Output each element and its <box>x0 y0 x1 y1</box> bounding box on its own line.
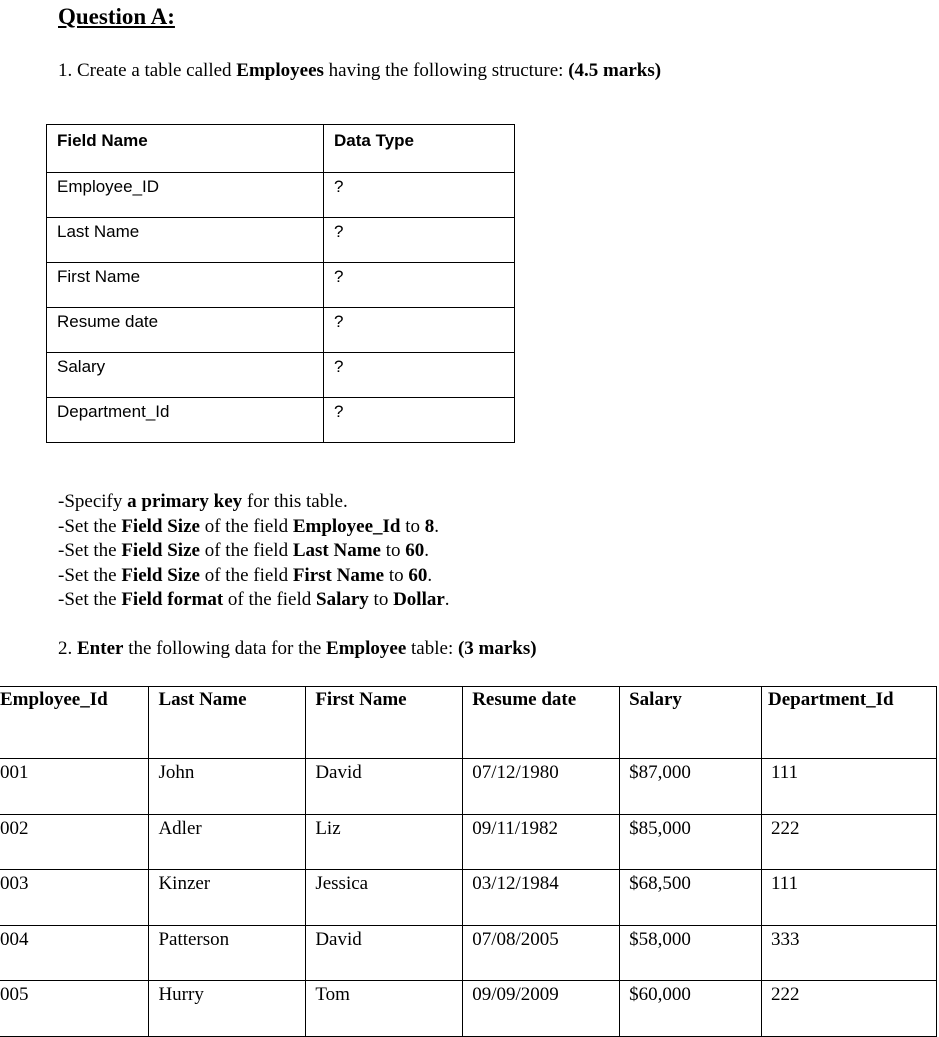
instructions-list <box>58 490 450 613</box>
instr-text: -Specify <box>58 491 128 512</box>
q2-post: table: <box>411 638 454 659</box>
q2-marks: (3 marks) <box>457 638 537 659</box>
field-name-cell: Resume date <box>47 308 324 353</box>
instr-bold: Field Size <box>121 515 200 537</box>
cell-department-id: 333 <box>762 925 937 981</box>
cell-salary: $60,000 <box>620 981 762 1037</box>
data-type-cell: ? <box>324 398 515 443</box>
table-row <box>0 814 937 870</box>
structure-row <box>47 308 515 353</box>
instr-text: -Set the <box>58 564 122 586</box>
cell-department-id: 222 <box>762 981 937 1037</box>
instr-text: to <box>380 540 406 562</box>
instr-bold: a primary key <box>127 491 243 512</box>
data-type-cell: ? <box>324 308 515 353</box>
header-employee-id: Employee_Id <box>0 687 149 759</box>
q1-number: 1. <box>58 60 73 81</box>
question-1-text <box>58 60 661 82</box>
cell-employee-id: 005 <box>0 981 149 1037</box>
instr-text: -Set the <box>58 589 122 611</box>
instruction-line <box>58 588 450 613</box>
structure-row <box>47 398 515 443</box>
instr-bold: 8 <box>424 515 435 537</box>
cell-employee-id: 001 <box>0 759 149 815</box>
cell-first-name: Jessica <box>306 870 463 926</box>
cell-employee-id: 003 <box>0 870 149 926</box>
instr-bold: Employee_Id <box>292 515 401 537</box>
structure-row <box>47 173 515 218</box>
question-title: Question A: <box>58 4 175 29</box>
cell-first-name: David <box>306 925 463 981</box>
cell-salary: $87,000 <box>620 759 762 815</box>
instruction-line <box>58 515 450 540</box>
instr-text: of the field <box>199 515 293 537</box>
field-name-cell: First Name <box>47 263 324 308</box>
instr-text: of the field <box>223 589 317 611</box>
instr-text: of the field <box>199 540 293 562</box>
cell-salary: $85,000 <box>620 814 762 870</box>
instr-text: -Set the <box>58 515 122 537</box>
q1-marks: (4.5 marks) <box>568 60 662 81</box>
data-table-header <box>0 687 937 759</box>
field-name-cell: Department_Id <box>47 398 324 443</box>
table-row <box>0 870 937 926</box>
q2-mid: the following data for the <box>128 638 322 659</box>
instruction-line <box>58 490 450 515</box>
instr-bold: Salary <box>316 589 369 611</box>
data-type-cell: ? <box>324 218 515 263</box>
instr-text: of the field <box>199 564 293 586</box>
field-name-cell: Last Name <box>47 218 324 263</box>
cell-department-id: 111 <box>762 759 937 815</box>
cell-first-name: Tom <box>306 981 463 1037</box>
cell-employee-id: 004 <box>0 925 149 981</box>
instr-text: -Set the <box>58 540 122 562</box>
data-type-cell: ? <box>324 173 515 218</box>
instr-text: . <box>427 564 433 586</box>
cell-department-id: 222 <box>762 814 937 870</box>
instr-bold: Field Size <box>121 540 200 562</box>
header-department-id: Department_Id <box>762 687 937 759</box>
q2-number: 2. <box>58 638 73 659</box>
instruction-line <box>58 539 450 564</box>
structure-row <box>47 218 515 263</box>
field-name-cell: Salary <box>47 353 324 398</box>
cell-last-name: John <box>149 759 306 815</box>
table-row <box>0 759 937 815</box>
instr-text: . <box>434 515 440 537</box>
employee-data-table <box>0 686 937 1037</box>
structure-table <box>46 124 515 443</box>
header-resume-date: Resume date <box>463 687 620 759</box>
cell-resume-date: 07/08/2005 <box>463 925 620 981</box>
instr-bold: 60 <box>408 564 428 586</box>
instr-bold: Last Name <box>292 540 381 562</box>
instr-text: to <box>368 589 394 611</box>
instr-bold: First Name <box>292 564 385 586</box>
instr-text: . <box>444 589 450 611</box>
cell-resume-date: 09/11/1982 <box>463 814 620 870</box>
instr-bold: Dollar <box>393 589 445 611</box>
cell-last-name: Patterson <box>149 925 306 981</box>
cell-employee-id: 002 <box>0 814 149 870</box>
q1-mid: having the following structure: <box>328 60 564 81</box>
data-type-cell: ? <box>324 353 515 398</box>
instr-text: for this table. <box>242 491 348 512</box>
q1-table-name: Employees <box>236 60 324 81</box>
table-row <box>0 981 937 1037</box>
cell-first-name: Liz <box>306 814 463 870</box>
q2-bold2: Employee <box>326 638 407 659</box>
q1-pre: Create a table called <box>77 60 232 81</box>
instr-bold: Field Size <box>121 564 200 586</box>
cell-salary: $68,500 <box>620 870 762 926</box>
header-last-name: Last Name <box>149 687 306 759</box>
cell-resume-date: 07/12/1980 <box>463 759 620 815</box>
cell-last-name: Kinzer <box>149 870 306 926</box>
cell-salary: $58,000 <box>620 925 762 981</box>
cell-resume-date: 09/09/2009 <box>463 981 620 1037</box>
field-name-cell: Employee_ID <box>47 173 324 218</box>
instruction-line <box>58 564 450 589</box>
instr-text: to <box>400 515 425 537</box>
data-type-cell: ? <box>324 263 515 308</box>
header-data-type: Data Type <box>324 125 515 173</box>
q2-bold1: Enter <box>77 638 124 659</box>
cell-resume-date: 03/12/1984 <box>463 870 620 926</box>
structure-table-header <box>47 125 515 173</box>
header-first-name: First Name <box>306 687 463 759</box>
instr-text: to <box>384 564 409 586</box>
cell-department-id: 111 <box>762 870 937 926</box>
structure-row <box>47 353 515 398</box>
cell-last-name: Hurry <box>149 981 306 1037</box>
instr-bold: Field format <box>121 589 224 611</box>
instr-text: . <box>424 540 429 562</box>
header-field-name: Field Name <box>47 125 324 173</box>
question-2-text <box>58 638 537 660</box>
cell-first-name: David <box>306 759 463 815</box>
structure-row <box>47 263 515 308</box>
instr-bold: 60 <box>405 540 425 562</box>
header-salary: Salary <box>620 687 762 759</box>
cell-last-name: Adler <box>149 814 306 870</box>
table-row <box>0 925 937 981</box>
